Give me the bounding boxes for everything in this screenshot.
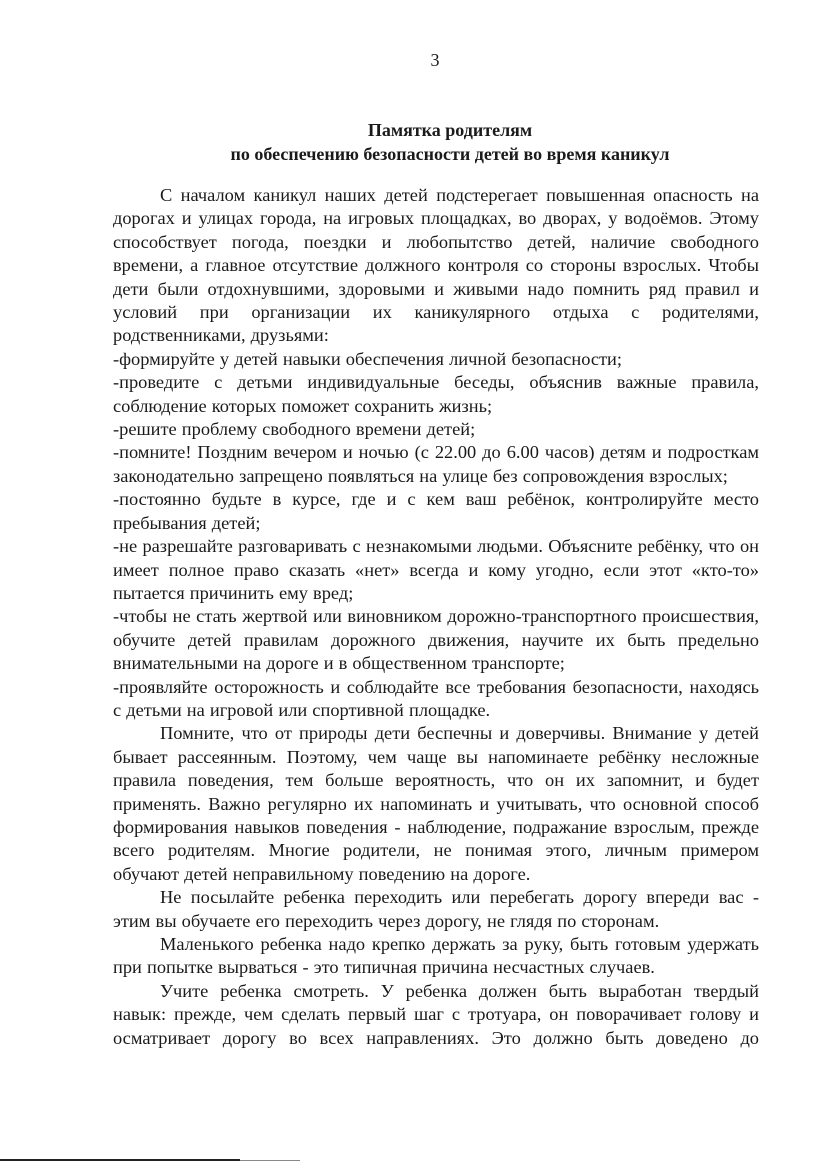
footer-rule-tail (240, 1160, 300, 1161)
title-line-1: Памятка родителям (367, 120, 533, 140)
title-line-2: по обеспечению безопасности детей во время каникул (230, 144, 670, 164)
document-body (113, 184, 759, 1050)
document-title (0, 118, 826, 166)
list-item: -помните! Поздним вечером и ночью (с 22.00 до 6.00 часов) детям и подросткам законодательно запрещено появляться на улице без сопровождения взрослых; (113, 442, 759, 486)
list-item: -не разрешайте разговаривать с незнакомыми людьми. Объясните ребёнку, что он имеет полное право сказать «нет» всегда и кому угодно, если этот «кто-то» пытается причинить ему вред; (113, 536, 759, 603)
paragraph: Помните, что от природы дети беспечны и доверчивы. Внимание у детей бывает рассеянным. Поэтому, чем чаще вы напоминаете ребёнку несложные правила поведения, тем больше вероятность, что он их запомнит, и будет применять. Важно регулярно их напоминать и учитывать, что основной способ формирования навыков поведения - наблюдение, подражание взрослым, прежде всего родителям. Многие родители, не понимая этого, личным примером обучают детей неправильному поведению на дороге. (113, 723, 759, 884)
paragraph: Учите ребенка смотреть. У ребенка должен быть выработан твердый навык: прежде, чем сделать первый шаг с тротуара, он поворачивает голову и осматривает дорогу во всех направлениях. Это должно быть доведено до (113, 980, 759, 1048)
list-item: -постоянно будьте в курсе, где и с кем ваш ребёнок, контролируйте место пребывания детей; (113, 489, 759, 533)
list-item: -решите проблему свободного времени детей; (113, 419, 476, 440)
list-item: -проведите с детьми индивидуальные беседы, объяснив важные правила, соблюдение которых поможет сохранить жизнь; (113, 372, 759, 416)
paragraph-intro: С началом каникул наших детей подстерегает повышенная опасность на дорогах и улицах города, на игровых площадках, во дворах, у водоёмов. Этому способствует погода, поездки и любопытство детей, наличие свободного времени, а главное отсутствие должного контроля со стороны взрослых. Чтобы дети были отдохнувшими, здоровыми и живыми надо помнить ряд правил и условий при организации их каникулярного отдыха с родителями, родственниками, друзьями: (113, 185, 759, 346)
list-item: -проявляйте осторожность и соблюдайте все требования безопасности, находясь с детьми на игровой или спортивной площадке. (113, 676, 759, 720)
list-item: -чтобы не стать жертвой или виновником дорожно-транспортного происшествия, обучите детей правилам дорожного движения, научите их быть предельно внимательными на дороге и в общественном транспорте; (113, 606, 759, 674)
footer-rule (0, 1159, 240, 1161)
list-item: -формируйте у детей навыки обеспечения личной безопасности; (113, 348, 622, 369)
paragraph: Не посылайте ребенка переходить или перебегать дорогу впереди вас - этим вы обучаете его переходить через дорогу, не глядя по сторонам. (113, 887, 759, 931)
page-number: 3 (430, 50, 440, 70)
paragraph: Маленького ребенка надо крепко держать за руку, быть готовым удержать при попытке вырваться - это типичная причина несчастных случаев. (113, 934, 759, 978)
